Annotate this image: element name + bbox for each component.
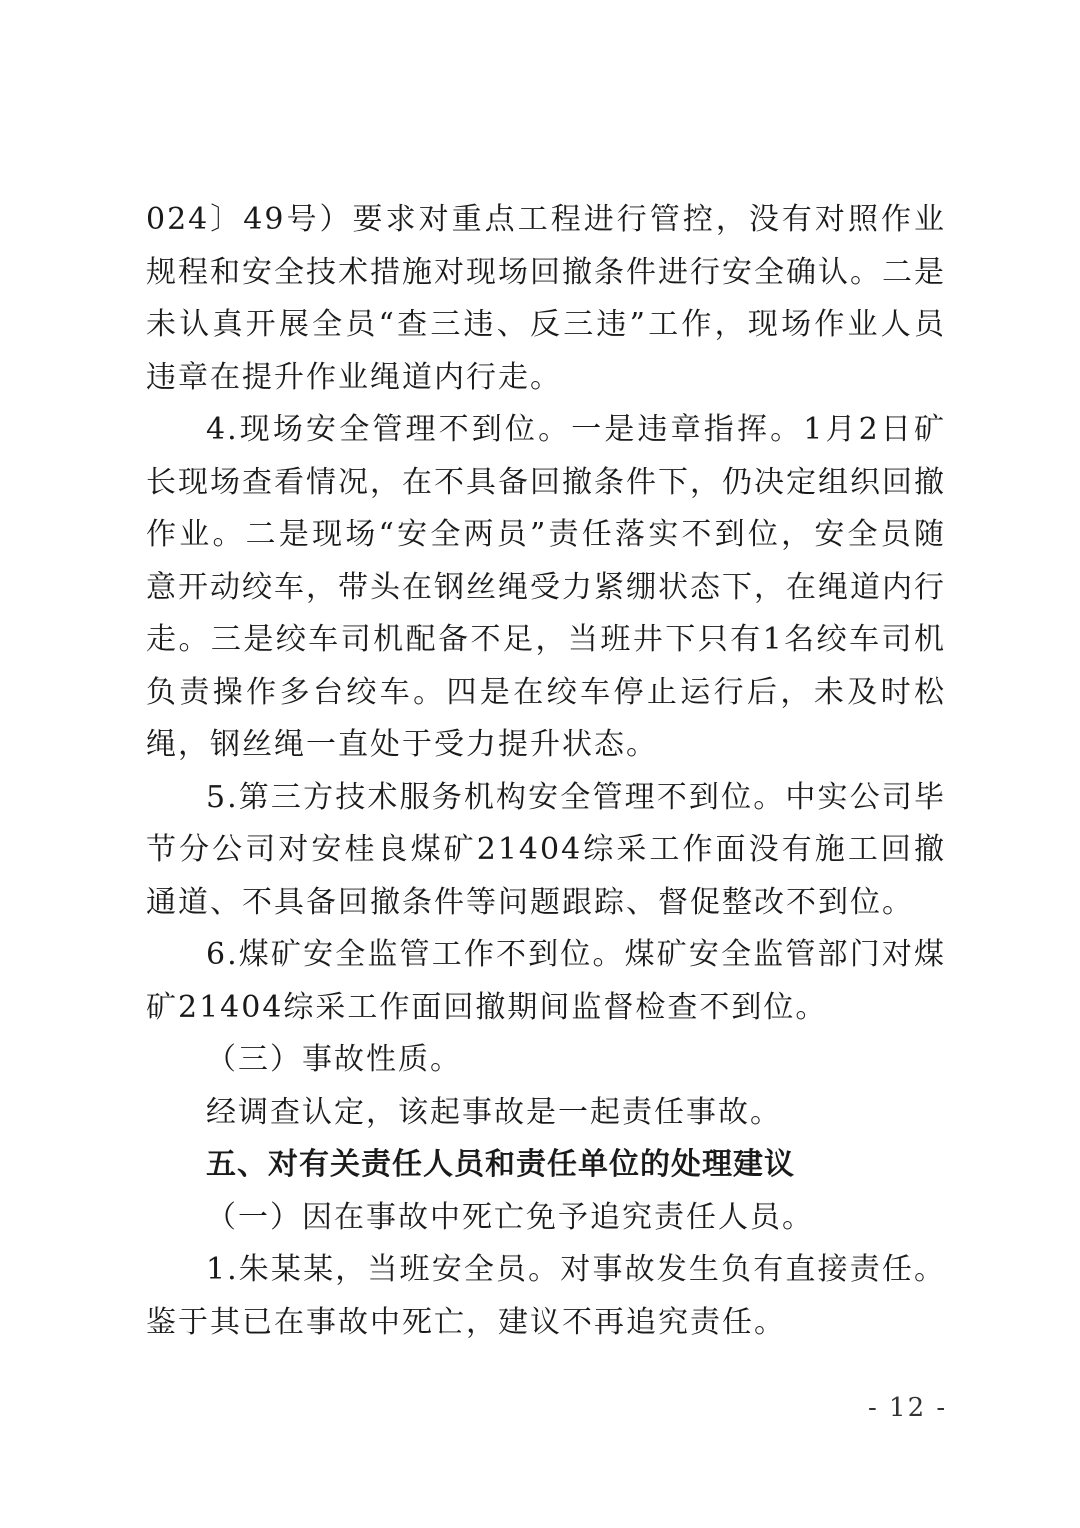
paragraph-accident-conclusion: 经调查认定，该起事故是一起责任事故。 — [206, 1094, 782, 1130]
subheading-accident-nature: （三）事故性质。 — [206, 1042, 462, 1077]
paragraph-continuation: 024〕49号）要求对重点工程进行管控，没有对照作业规程和安全技术措施对现场回撤条件进行安全确认。二是未认真开展全员“查三违、反三违”工作，现场作业人员违章在提升作业绳道内行走。 — [146, 202, 946, 395]
paragraph-person-1: 1.朱某某，当班安全员。对事故发生负有直接责任。鉴于其已在事故中死亡，建议不再追究责任。 — [146, 1252, 946, 1340]
paragraph-item-5: 5.第三方技术服务机构安全管理不到位。中实公司毕节分公司对安桂良煤矿21404综采工作面没有施工回撤通道、不具备回撤条件等问题跟踪、督促整改不到位。 — [146, 779, 946, 920]
section-heading-5: 五、对有关责任人员和责任单位的处理建议 — [206, 1147, 795, 1182]
page-number: - 12 - — [868, 1393, 948, 1423]
document-body — [146, 194, 946, 1349]
paragraph-item-4: 4.现场安全管理不到位。一是违章指挥。1月2日矿长现场查看情况，在不具备回撤条件下，仍决定组织回撤作业。二是现场“安全两员”责任落实不到位，安全员随意开动绞车，带头在钢丝绳受力紧绷状态下，在绳道内行走。三是绞车司机配备不足，当班井下只有1名绞车司机负责操作多台绞车。四是在绞车停止运行后，未及时松绳，钢丝绳一直处于受力提升状态。 — [146, 412, 946, 762]
paragraph-item-6: 6.煤矿安全监管工作不到位。煤矿安全监管部门对煤矿21404综采工作面回撤期间监督检查不到位。 — [146, 937, 946, 1025]
subheading-deceased-persons: （一）因在事故中死亡免予追究责任人员。 — [206, 1199, 814, 1235]
